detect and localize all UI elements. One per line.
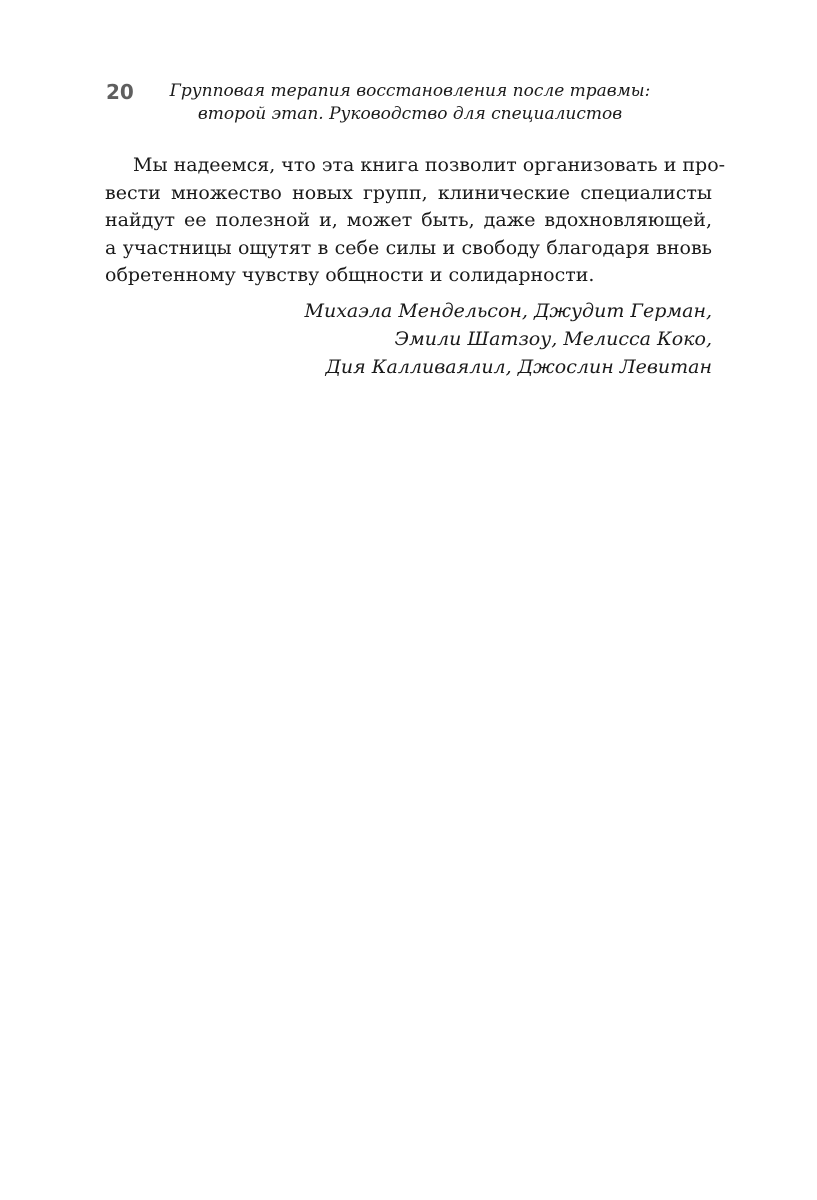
running-header <box>160 80 660 126</box>
authors-signature <box>305 297 712 381</box>
signature-line: Эмили Шатзоу, Мелисса Коко, <box>394 328 712 350</box>
paragraph-line: вести множество новых групп, клинические специалисты <box>105 181 712 204</box>
paragraph-line: обретенному чувству общности и солидарности. <box>105 264 595 287</box>
signature-line: Дия Калливаялил, Джослин Левитан <box>325 356 712 378</box>
page-number: 20 <box>106 80 134 104</box>
paragraph-line: а участницы ощутят в себе силы и свободу благодаря вновь <box>105 236 712 259</box>
running-header-line: второй этап. Руководство для специалистов <box>197 104 623 124</box>
paragraph-line: Мы надеемся, что эта книга позволит организовать и про- <box>133 154 726 176</box>
signature-line: Михаэла Мендельсон, Джудит Герман, <box>304 300 712 322</box>
running-header-line: Групповая терапия восстановления после травмы: <box>169 81 651 101</box>
paragraph-line: найдут ее полезной и, может быть, даже вдохновляющей, <box>105 209 712 232</box>
body-paragraph <box>105 152 726 290</box>
